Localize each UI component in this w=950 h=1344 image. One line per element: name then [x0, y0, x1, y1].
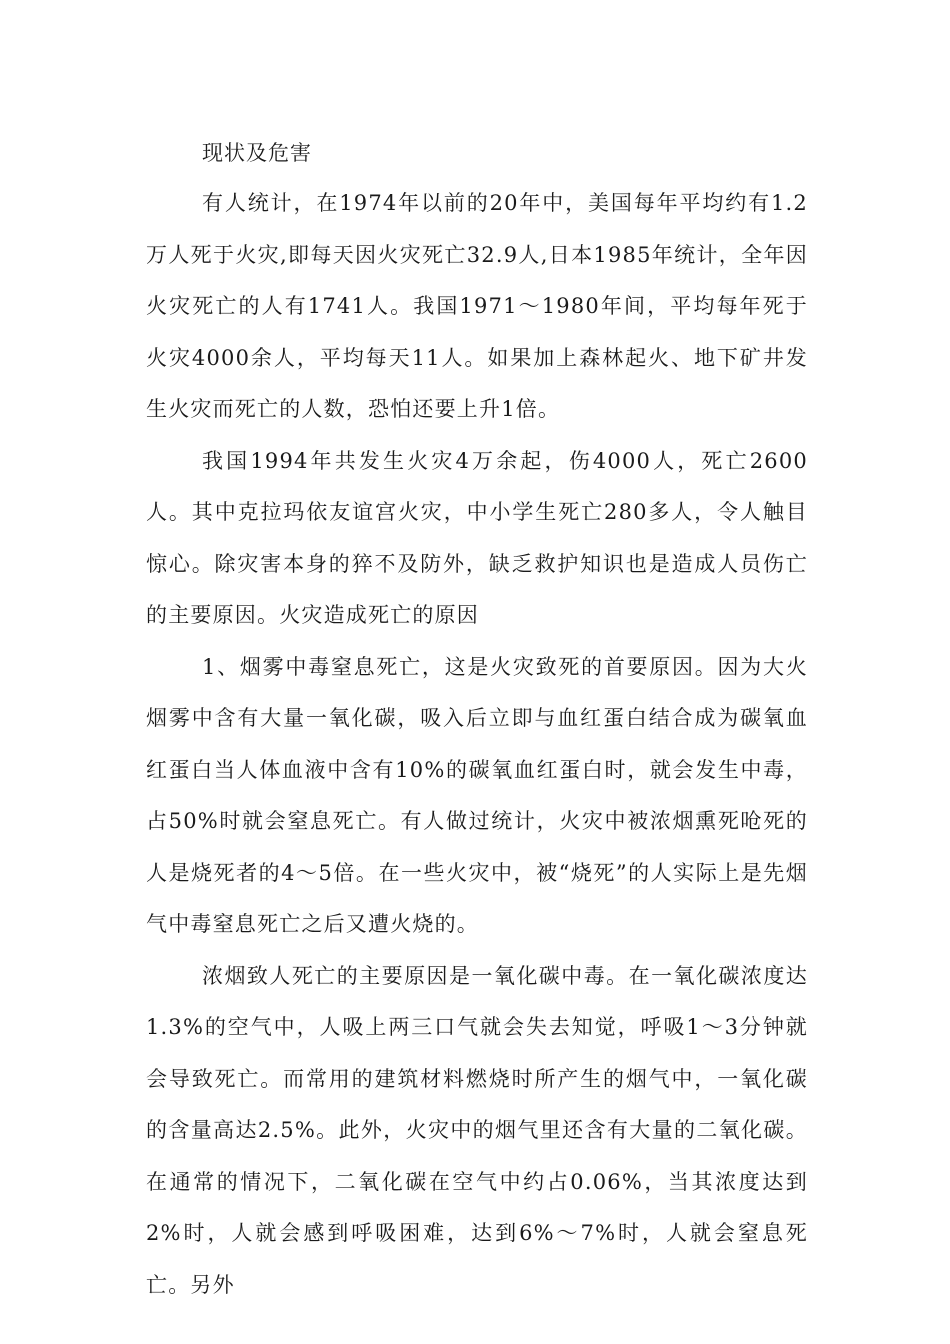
- paragraph-china-1994: 我国1994年共发生火灾4万余起，伤4000人，死亡2600人。其中克拉玛依友谊宫火灾，中小学生死亡280多人，令人触目惊心。除灾害本身的猝不及防外，缺乏救护知识也是造成人员伤亡的主要原因。火灾造成死亡的原因: [146, 448, 808, 627]
- section-heading: 现状及危害: [202, 141, 312, 165]
- paragraph-statistics: 有人统计，在1974年以前的20年中，美国每年平均约有1.2万人死于火灾,即每天因火灾死亡32.9人,日本1985年统计，全年因火灾死亡的人有1741人。我国1971～1980年间，平均每年死于火灾4000余人，平均每天11人。如果加上森林起火、地下矿井发生火灾而死亡的人数，恐怕还要上升1倍。: [146, 191, 808, 421]
- paragraph-carbon-monoxide: 浓烟致人死亡的主要原因是一氧化碳中毒。在一氧化碳浓度达1.3%的空气中，人吸上两三口气就会失去知觉，呼吸1～3分钟就会导致死亡。而常用的建筑材料燃烧时所产生的烟气中，一氧化碳的含量高达2.5%。此外，火灾中的烟气里还含有大量的二氧化碳。在通常的情况下，二氧化碳在空气中约占0.06%，当其浓度达到2%时，人就会感到呼吸困难，达到6%～7%时，人就会窒息死亡。另外: [146, 963, 808, 1297]
- document-body: [146, 128, 808, 1311]
- paragraph-smoke-poisoning: 1、烟雾中毒窒息死亡，这是火灾致死的首要原因。因为大火烟雾中含有大量一氧化碳，吸入后立即与血红蛋白结合成为碳氧血红蛋白当人体血液中含有10%的碳氧血红蛋白时，就会发生中毒，占50%时就会窒息死亡。有人做过统计，火灾中被浓烟熏死呛死的人是烧死者的4～5倍。在一些火灾中，被“烧死”的人实际上是先烟气中毒窒息死亡之后又遭火烧的。: [146, 654, 808, 936]
